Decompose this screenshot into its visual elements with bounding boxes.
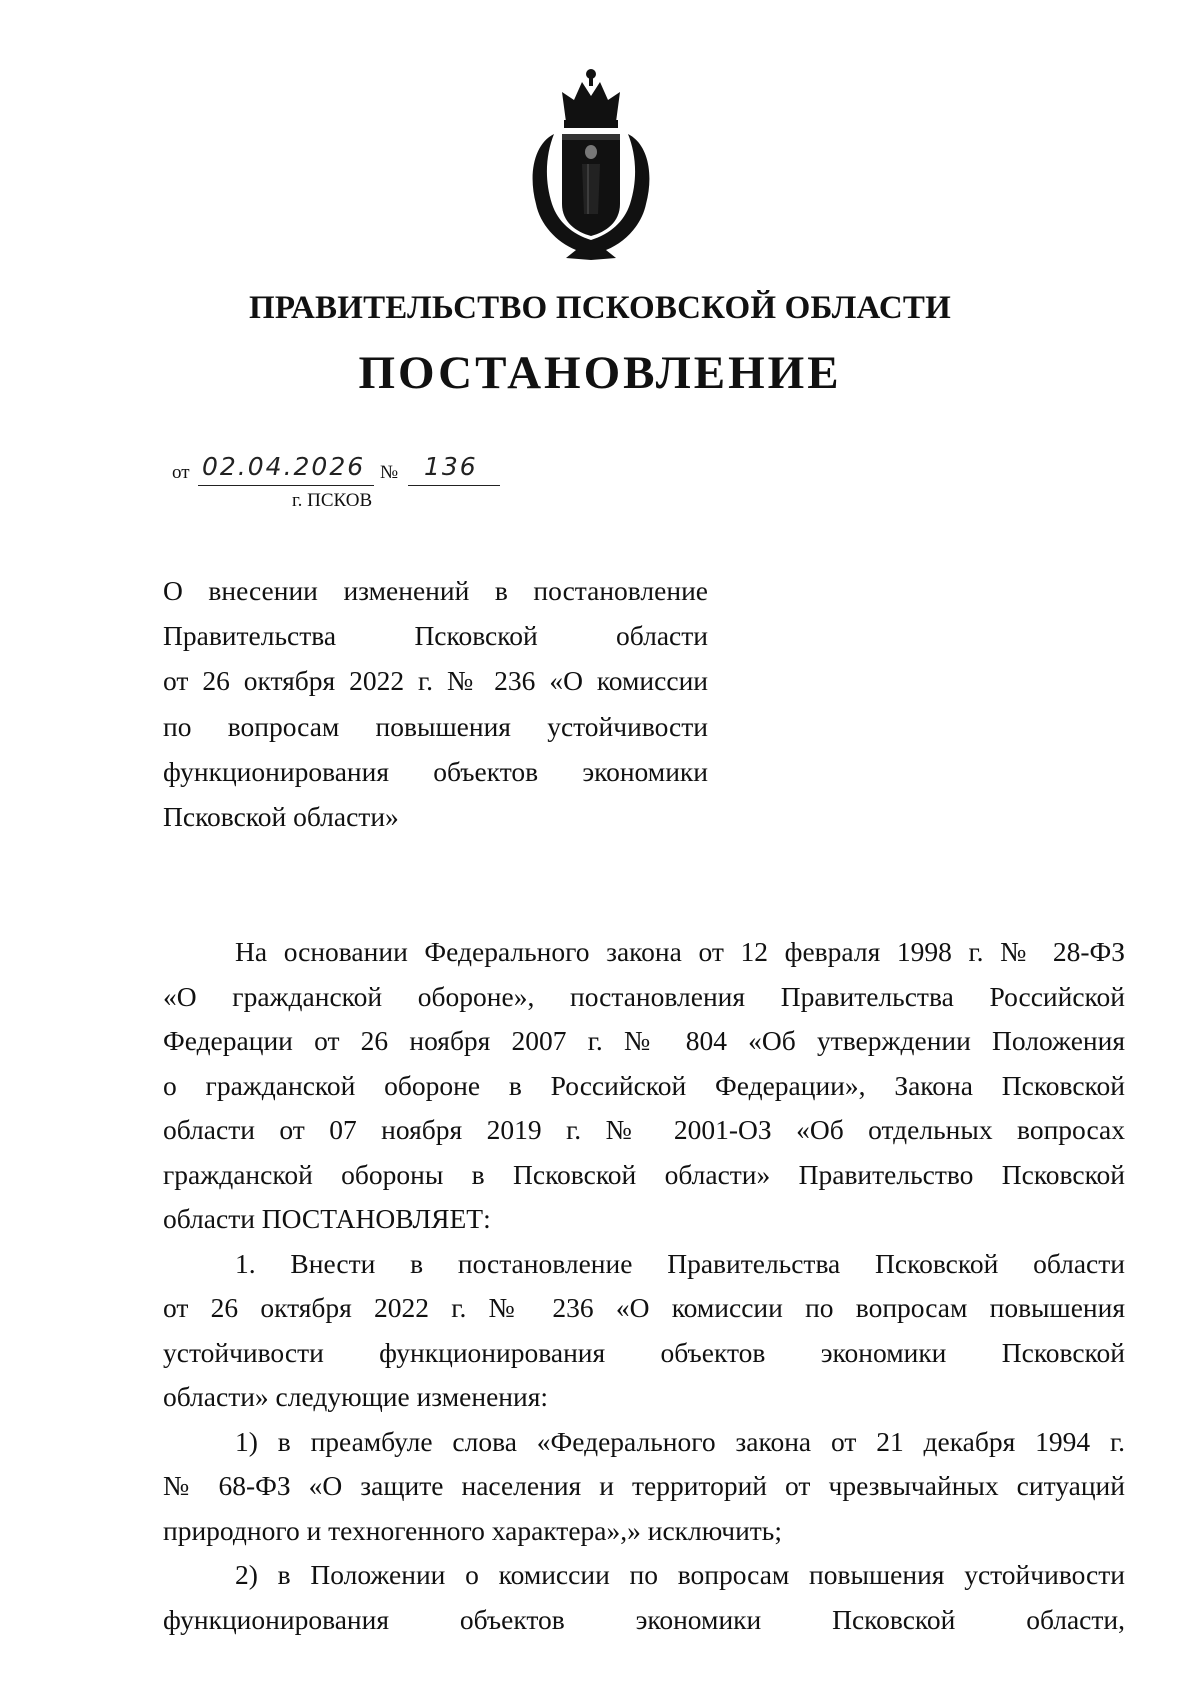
city-label: г. ПСКОВ: [292, 490, 373, 511]
subject-line: Правительства Псковской области: [163, 620, 708, 652]
subject-line: от 26 октября 2022 г. № 236 «О комиссии: [163, 665, 708, 697]
document-type: ПОСТАНОВЛЕНИЕ: [358, 347, 842, 399]
subject-line: по вопросам повышения устойчивости: [163, 710, 708, 742]
date-prefix: от: [172, 462, 190, 483]
document-number: 136: [424, 452, 478, 481]
subject-line: функционирования объектов экономики: [163, 755, 708, 787]
government-title: ПРАВИТЕЛЬСТВО ПСКОВСКОЙ ОБЛАСТИ: [248, 290, 952, 326]
body-line: от 26 октября 2022 г. № 236 «О комиссии по вопросам повышения: [163, 1292, 1125, 1323]
body-line: № 68-ФЗ «О защите населения и территорий от чрезвычайных ситуаций: [163, 1470, 1125, 1501]
body-line: устойчивости функционирования объектов экономики Псковской: [163, 1336, 1125, 1368]
date-underline: [198, 485, 374, 486]
body-line: «О гражданской обороне», постановления Правительства Российской: [163, 980, 1125, 1012]
subject-line: О внесении изменений в постановление: [163, 575, 708, 606]
number-prefix: №: [380, 462, 399, 483]
body-line: области от 07 ноября 2019 г. № 2001-ОЗ «Об отдельных вопросах: [163, 1114, 1125, 1145]
body-line: На основании Федерального закона от 12 февраля 1998 г. № 28-ФЗ: [235, 936, 1125, 967]
body-line: области ПОСТАНОВЛЯЕТ:: [163, 1203, 491, 1234]
document-date: 02.04.2026: [202, 452, 366, 481]
body-line: области» следующие изменения:: [163, 1381, 549, 1412]
document-subject: [163, 568, 708, 839]
number-underline: [408, 485, 500, 486]
body-line: 2) в Положении о комиссии по вопросам повышения устойчивости: [235, 1559, 1125, 1590]
body-line: природного и техногенного характера»,» исключить;: [163, 1514, 782, 1546]
body-line: гражданской обороны в Псковской области» Правительство Псковской: [163, 1158, 1125, 1190]
document-body: [163, 930, 1125, 1642]
body-line: о гражданской обороне в Российской Федерации», Закона Псковской: [163, 1069, 1125, 1101]
subject-line: Псковской области»: [163, 801, 399, 833]
coat-of-arms-icon: [526, 64, 656, 264]
body-line: 1. Внести в постановление Правительства Псковской области: [235, 1247, 1125, 1279]
body-line: 1) в преамбуле слова «Федерального закона от 21 декабря 1994 г.: [235, 1425, 1125, 1457]
body-line: функционирования объектов экономики Псковской области,: [163, 1603, 1125, 1635]
body-line: Федерации от 26 ноября 2007 г. № 804 «Об утверждении Положения: [163, 1025, 1125, 1056]
